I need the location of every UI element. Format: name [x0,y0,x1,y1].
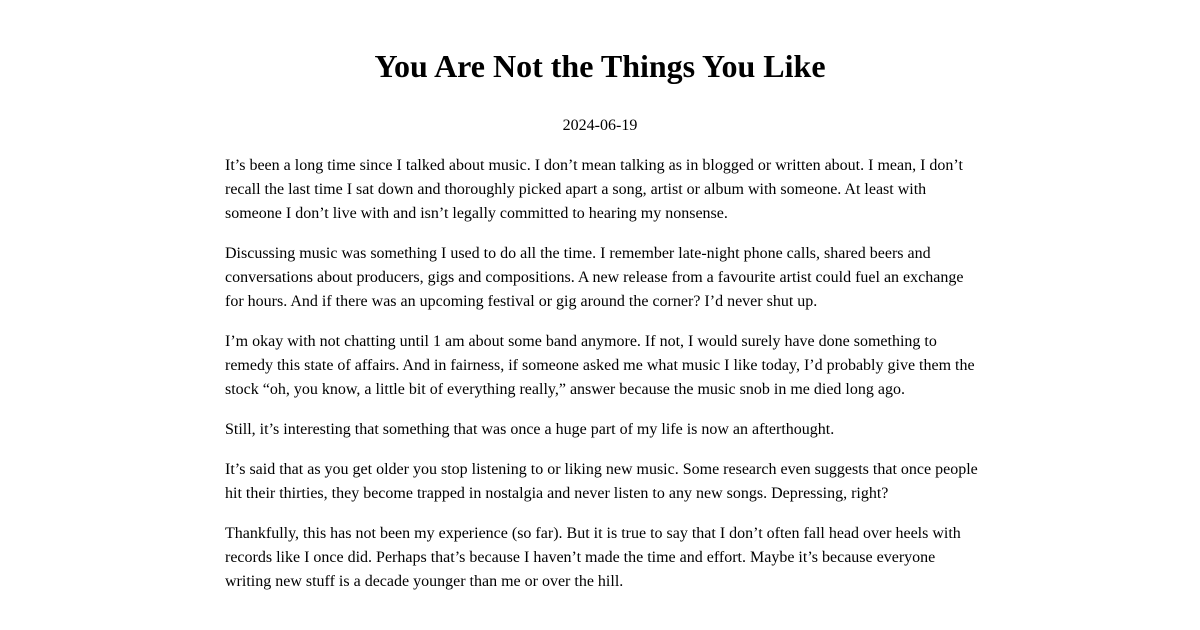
article-paragraph: I’m okay with not chatting until 1 am about some band anymore. If not, I would surely have done something to remedy this state of affairs. And in fairness, if someone asked me what music I like today, I’d probably give them the stock “oh, you know, a little bit of everything really,” answer because the music snob in me died long ago. [225,333,975,398]
article-paragraph: It’s said that as you get older you stop listening to or liking new music. Some research even suggests that once people hit their thirties, they become trapped in nostalgia and never listen to any new songs. Depressing, right? [225,461,978,502]
article-date: 2024-06-19 [562,117,638,134]
article-body [225,154,985,610]
article-paragraph: Still, it’s interesting that something that was once a huge part of my life is now an afterthought. [225,421,835,438]
article-paragraph: Discussing music was something I used to do all the time. I remember late-night phone calls, shared beers and conversations about producers, gigs and compositions. A new release from a favourite artist could fuel an exchange for hours. And if there was an upcoming festival or gig around the corner? I’d never shut up. [225,245,964,310]
article-title: You Are Not the Things You Like [374,48,826,84]
article-paragraph: It’s been a long time since I talked about music. I don’t mean talking as in blogged or written about. I mean, I don’t recall the last time I sat down and thoroughly picked apart a song, artist or album with someone. At least with someone I don’t live with and isn’t legally committed to hearing my nonsense. [225,157,963,222]
article-paragraph: Thankfully, this has not been my experience (so far). But it is true to say that I don’t often fall head over heels with records like I once did. Perhaps that’s because I haven’t made the time and effort. Maybe it’s because everyone writing new stuff is a decade younger than me or over the hill. [225,525,961,590]
